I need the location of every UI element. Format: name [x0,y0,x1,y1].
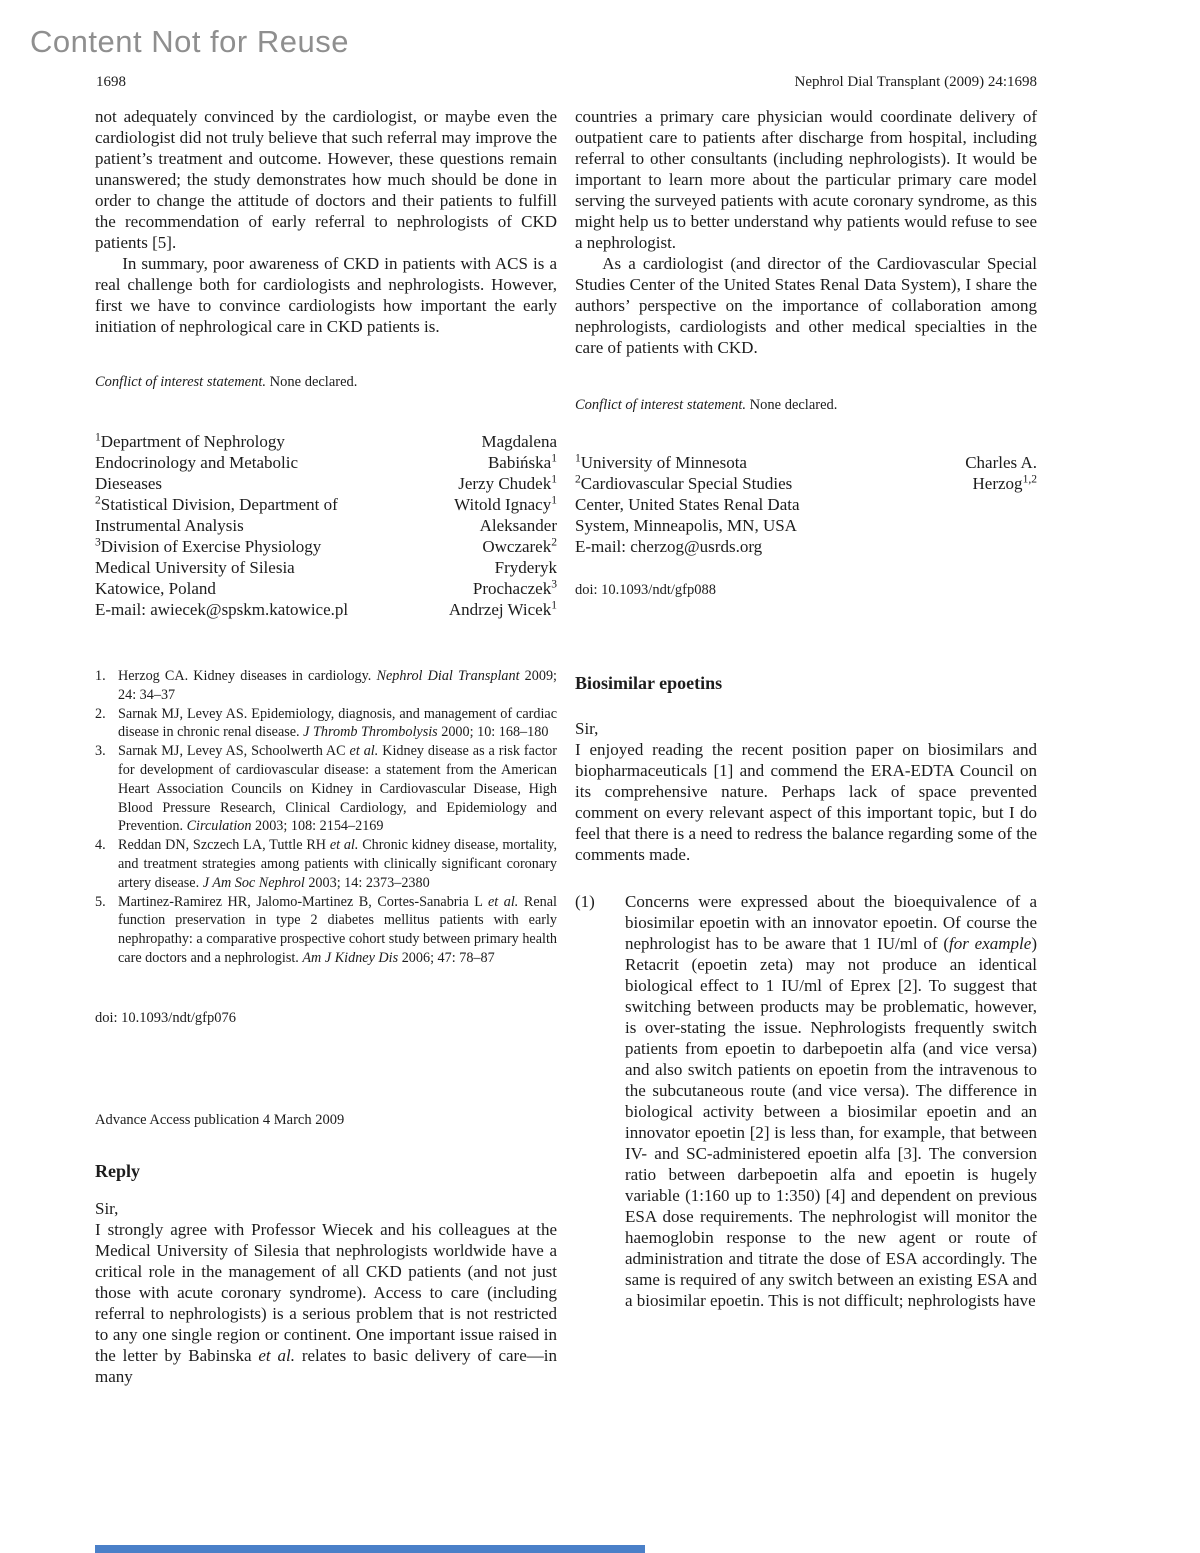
left-column [95,106,557,1387]
advance-access-note: Advance Access publication 4 March 2009 [95,1111,345,1128]
bottom-accent-bar [95,1545,645,1553]
reference-text: Reddan DN, Szczech LA, Tuttle RH et al. Chronic kidney disease, mortality, and treatment strategies among patients with clinically significant coronary artery disease. J Am Soc Nephrol 2003; 14: 2373–2380 [118,837,558,891]
doi-text: doi: 10.1093/ndt/gfp088 [575,582,716,598]
reference-text: Martinez-Ramirez HR, Jalomo-Martinez B, Cortes-Sanabria L et al. Renal function preservation in type 2 diabetes mellitus patients with early nephropathy: a comparative prospective cohort study between primary health care doctors and a nephrologist. Am J Kidney Dis 2006; 47: 78–87 [118,893,557,966]
reference-item [95,893,557,968]
affiliation-line: Medical University of Silesia [95,558,295,577]
reply-heading: Reply [95,1160,140,1181]
reference-number: 3. [95,743,106,760]
right-column [575,106,1037,1311]
affiliation-lines [575,452,840,557]
author-name-line: Babińska$^1$ [487,451,557,472]
affiliation-line: $^2$Statistical Division, Department of [95,493,338,514]
author-name-line: Fryderyk [494,558,557,577]
body-paragraph: As a cardiologist (and director of the Cardiovascular Special Studies Center of the United States Renal Data System), I share the authors’ perspective on the importance of collaboration among nephrologists, cardiologists and other medical specialties in the care of patients with CKD. [575,254,1037,357]
reference-number: 5. [95,893,106,910]
author-name-line: Witold Ignacy$^1$ [454,493,557,514]
body-paragraph: countries a primary care physician would coordinate delivery of outpatient care to patients after discharge from hospital, including referral to other consultants (including nephrologists). It would be important to learn more about the particular primary care model serving the surveyed patients with acute coronary syndrome, as this might help us to better understand why patients would refuse to see a nephrologist. [575,107,1037,252]
author-name-line: Owczarek$^2$ [482,535,557,556]
conflict-of-interest-statement: Conflict of interest statement. None declared. [575,397,838,413]
author-names [360,431,557,620]
author-name-line: Aleksander [479,516,557,535]
reference-list [95,667,557,968]
author-name-line: Andrzej Wicek$^1$ [448,598,557,619]
reference-item [95,742,557,836]
reference-text: Sarnak MJ, Levey AS, Schoolwerth AC et al. Kidney disease as a risk factor for development of cardiovascular disease: a statement from the American Heart Association Councils on Kidney in Cardiovascular Disease, High Blood Pressure Research, Clinical Cardiology, and Epidemiology and Prevention. Circulation 2003; 108: 2154–2169 [118,743,557,835]
author-name-line: Charles A. [965,453,1037,472]
section-paragraph: I enjoyed reading the recent position paper on biosimilars and biopharmaceuticals [1] and commend the ERA-EDTA Council on its comprehensive nature. Perhaps lack of space prevented comment on every relevant aspect of this important topic, but I do feel that there is a need to redress the balance regarding some of the comments made. [575,740,1037,864]
reference-item [95,667,557,705]
numbered-item [575,891,1037,1311]
affiliation-line: $^2$Cardiovascular Special Studies [575,472,793,493]
author-name-line: Magdalena [481,432,557,451]
reference-number: 1. [95,668,106,684]
item-text: Concerns were expressed about the bioequivalence of a biosimilar epoetin with an innovator epoetin. Of course the nephrologist has to be aware that 1 IU/ml of (for example) Retacrit (epoetin zeta) may not produce an identical biological effect to 1 IU/ml of Eprex [2]. To suggest that switching between products may be problematic, however, is over-stating the issue. Nephrologists frequently switch patients from epoetin to darbepoetin alfa (and vice versa) and also switch patients on epoetin from the intravenous to the subcutaneous route (and vice versa). The difference in biological activity between a biosimilar epoetin and an innovator epoetin [2] is less than, for example, that between IV- and SC-administered epoetin alfa [3]. The conversion ratio between darbepoetin alfa and epoetin is hugely variable (1:160 up to 1:350) [4] and dependent on previous ESA dose requirements. The nephrologist will monitor the haemoglobin response to the new agent or route of administration and titrate the dose of ESA accordingly. The same is required of any switch between an existing ESA and a biosimilar epoetin. This is not difficult; nephrologists have [625,892,1037,1310]
salutation: Sir, [95,1198,119,1218]
affiliation-line: $^3$Division of Exercise Physiology [95,535,322,556]
email-line: E-mail: awiecek@spskm.katowice.pl [95,600,349,619]
author-name-line: Jerzy Chudek$^1$ [458,472,557,493]
salutation: Sir, [575,719,599,738]
conflict-of-interest-statement: Conflict of interest statement. None declared. [95,374,358,390]
affiliation-line: Instrumental Analysis [95,516,244,535]
reference-item [95,836,557,892]
author-name-line: Prochaczek$^3$ [472,577,557,598]
running-head: Nephrol Dial Transplant (2009) 24:1698 [794,74,1037,90]
page-number: 1698 [96,74,126,90]
watermark-text: Content Not for Reuse [30,24,349,59]
reference-item [95,705,557,743]
body-paragraph: not adequately convinced by the cardiologist, or maybe even the cardiologist did not truly believe that such referral may improve the patient’s treatment and outcome. However, these questions remain unanswered; the study demonstrates how much should be done in order to change the attitude of doctors and their patients to fulfill the recommendation of early referral to nephrologists of CKD patients [5]. [95,107,557,252]
item-number: (1) [575,892,595,911]
reference-text: Sarnak MJ, Levey AS. Epidemiology, diagnosis, and management of cardiac disease in chronic renal disease. J Thromb Thrombolysis 2000; 10: 168–180 [118,705,557,741]
affiliation-line: Katowice, Poland [95,579,216,598]
affiliation-line: System, Minneapolis, MN, USA [575,516,797,535]
affiliation-line: $^1$Department of Nephrology [95,430,285,451]
reference-number: 2. [95,705,106,722]
affiliation-block [575,452,1037,557]
affiliation-line: Endocrinology and Metabolic [95,453,299,472]
affiliation-line: $^1$University of Minnesota [575,451,747,472]
body-paragraph: In summary, poor awareness of CKD in patients with ACS is a real challenge both for cardiologists and nephrologists. However, first we have to convince cardiologists how important the early initiation of nephrological care in CKD patients is. [95,254,557,336]
author-names [840,452,1037,557]
reply-paragraph: I strongly agree with Professor Wiecek and his colleagues at the Medical University of Silesia that nephrologists worldwide have a critical role in the management of all CKD patients (and not just those with acute coronary syndrome). Access to care (including referral to nephrologists) is a serious problem that is not restricted to any one single region or continent. One important issue raised in the letter by Babinska et al. relates to basic delivery of care—in many [95,1219,557,1386]
doi-text: doi: 10.1093/ndt/gfp076 [95,1009,236,1026]
affiliation-block [95,431,557,620]
section-heading: Biosimilar epoetins [575,673,723,693]
affiliation-line: Center, United States Renal Data [575,495,800,514]
affiliation-lines [95,431,360,620]
email-line: E-mail: cherzog@usrds.org [575,537,763,556]
author-name-line: Herzog$^{1,2}$ [972,472,1037,493]
reference-number: 4. [95,837,106,854]
reference-text: Herzog CA. Kidney diseases in cardiology. Nephrol Dial Transplant 2009; 24: 34–37 [118,668,557,703]
affiliation-line: Dieseases [95,474,163,493]
